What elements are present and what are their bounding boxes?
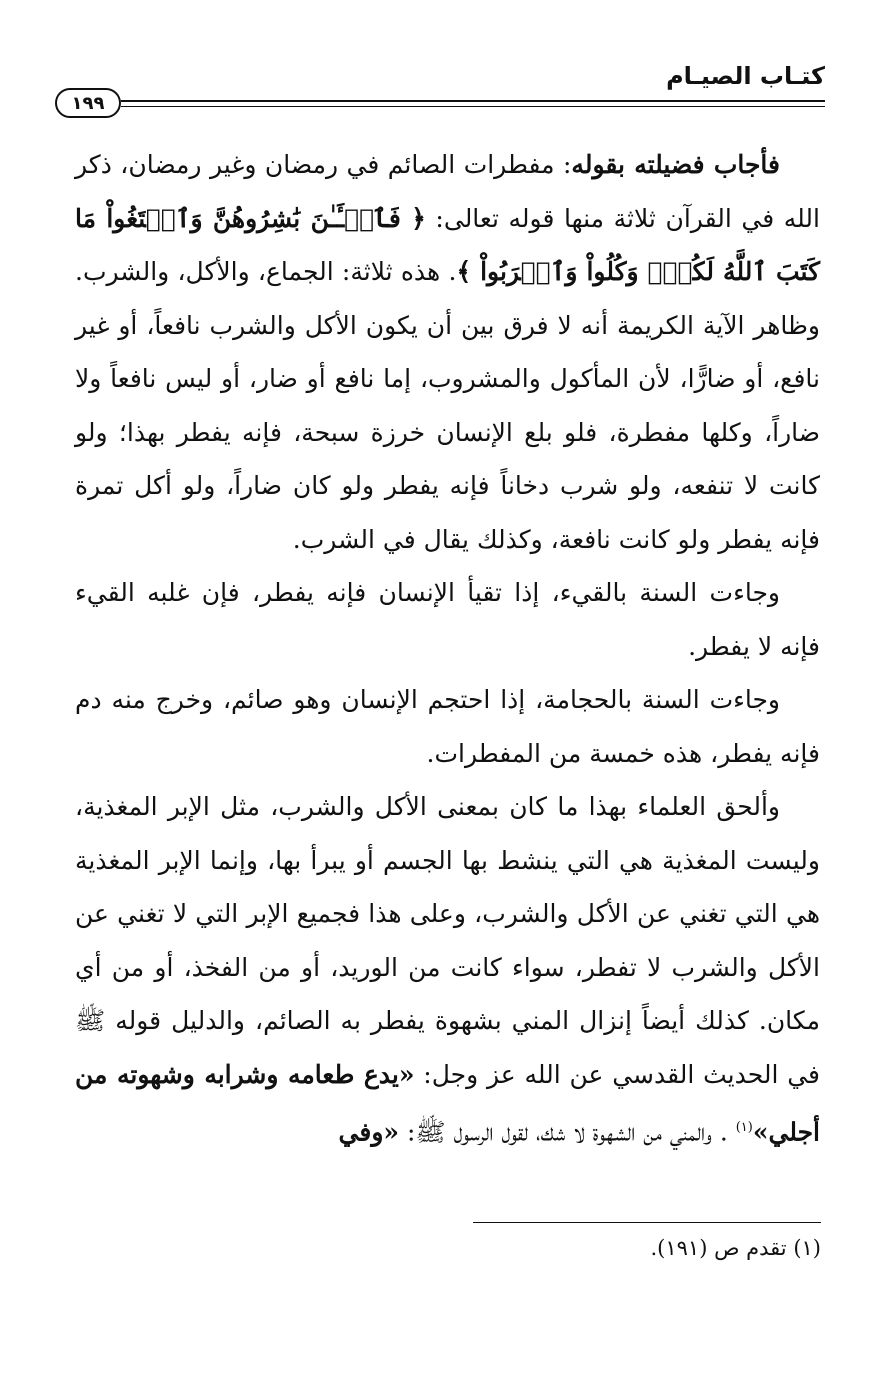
paragraph-3: وجاءت السنة بالحجامة، إذا احتجم الإنسان وهو صائم، وخرج منه دم فإنه يفطر، هذه خمسة من المفطرات. (75, 685, 820, 768)
answer-lead: فأجاب فضيلته بقوله (571, 150, 780, 179)
page-number: ١٩٩ (55, 88, 121, 118)
footnote-1: (١) تقدم ص (١٩١). (650, 1236, 821, 1260)
paragraph-4-text-a: وألحق العلماء بهذا ما كان بمعنى الأكل والشرب، مثل الإبر المغذية، وليست المغذية هي التي ينشط بها الجسم أو يبرأ بها، وإنما الإبر المغذية هي التي تغني عن الأكل والشرب، وعلى هذا فجميع الإبر التي لا تغني عن الأكل والشرب لا تفطر، سواء كانت من الوريد، أو من الفخذ، أو من أي مكان. كذلك أيضاً إنزال المني بشهوة يفطر به الصائم، والدليل قوله ﷺ في الحديث القدسي عن الله عز وجل: (75, 792, 820, 1089)
footnote-separator (473, 1222, 821, 1223)
hadith-quote: «يدع طعامه وشرابه وشهوته من أجلي» (75, 1059, 820, 1147)
quran-verse: ﴿ فَٱلۡـَٔـٰنَ بَٰشِرُوهُنَّ وَٱبۡتَغُواْ مَا كَتَبَ ٱللَّهُ لَكُمۡۚ وَكُلُواْ وَٱشۡرَبُواْ ﴾ (75, 203, 820, 286)
paragraph-1-text-b: . هذه ثلاثة: الجماع، والأكل، والشرب. وظاهر الآية الكريمة أنه لا فرق بين أن يكون الأكل والشرب نافعاً، أو غير نافع، أو ضارًّا، لأن المأكول والمشروب، إما نافع أو ضار، أو ليس نافعاً ولا ضاراً، وكلها مفطرة، فلو بلع الإنسان خرزة سبحة، فإنه يفطر بهذا؛ ولو كانت لا تنفعه، ولو شرب دخاناً فإنه يفطر ولو كان ضاراً، ولو أكل تمرة فإنه يفطر ولو كانت نافعة، وكذلك يقال في الشرب. (75, 257, 820, 554)
header-rule (121, 100, 825, 102)
paragraph-1-text-a: : مفطرات الصائم في رمضان وغير رمضان، ذكر الله في القرآن ثلاثة منها قوله تعالى: (75, 150, 820, 233)
header-rule-thin (121, 106, 825, 107)
paragraph-2: وجاءت السنة بالقيء، إذا تقيأ الإنسان فإنه يفطر، فإن غلبه القيء فإنه لا يفطر. (75, 578, 820, 661)
paragraph-4-text-b: . والمني من الشهوة لا شك، لقول الرسول ﷺ: (399, 1117, 736, 1147)
main-text (75, 138, 820, 1159)
paragraph-1 (75, 138, 820, 566)
page-header (55, 62, 825, 122)
running-title: كتـاب الصيـام (666, 62, 825, 90)
footnote-ref: (١) (735, 1120, 753, 1135)
hadith-quote-start: «وفي (338, 1117, 400, 1147)
paragraph-4 (75, 780, 820, 1159)
